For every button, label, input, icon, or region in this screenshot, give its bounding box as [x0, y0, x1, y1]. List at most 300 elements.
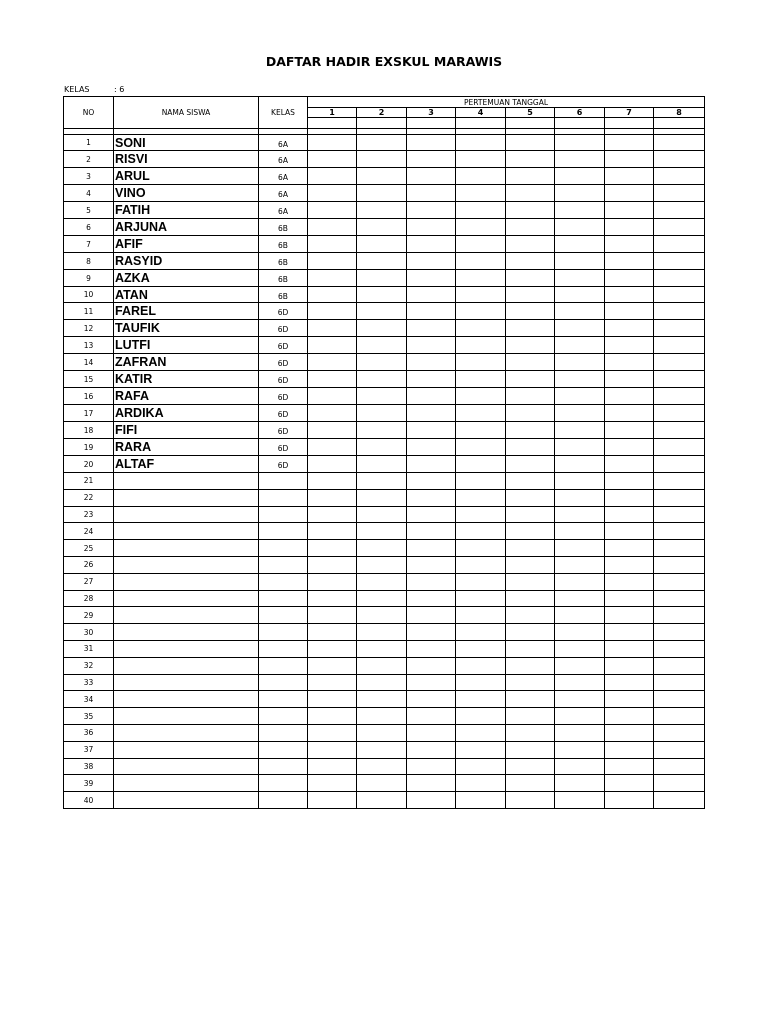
attendance-cell[interactable] [506, 473, 555, 490]
attendance-cell[interactable] [407, 741, 456, 758]
attendance-cell[interactable] [506, 674, 555, 691]
attendance-cell[interactable] [605, 506, 654, 523]
attendance-cell[interactable] [357, 624, 407, 641]
attendance-cell[interactable] [308, 708, 357, 725]
student-name[interactable] [114, 590, 259, 607]
attendance-cell[interactable] [308, 473, 357, 490]
attendance-cell[interactable] [654, 405, 705, 422]
attendance-cell[interactable] [357, 792, 407, 809]
attendance-cell[interactable] [357, 236, 407, 253]
attendance-cell[interactable] [456, 489, 506, 506]
attendance-cell[interactable] [605, 135, 654, 151]
attendance-cell[interactable] [407, 640, 456, 657]
attendance-cell[interactable] [555, 573, 605, 590]
attendance-cell[interactable] [357, 439, 407, 456]
attendance-cell[interactable] [456, 724, 506, 741]
attendance-cell[interactable] [506, 573, 555, 590]
attendance-cell[interactable] [456, 590, 506, 607]
attendance-cell[interactable] [605, 724, 654, 741]
attendance-cell[interactable] [357, 320, 407, 337]
attendance-cell[interactable] [456, 287, 506, 303]
attendance-cell[interactable] [407, 657, 456, 674]
session-date-cell[interactable] [654, 118, 705, 129]
attendance-cell[interactable] [555, 556, 605, 573]
student-name[interactable] [114, 506, 259, 523]
attendance-cell[interactable] [605, 523, 654, 540]
attendance-cell[interactable] [308, 456, 357, 473]
attendance-cell[interactable] [605, 691, 654, 708]
attendance-cell[interactable] [357, 405, 407, 422]
attendance-cell[interactable] [407, 540, 456, 557]
student-kelas[interactable] [259, 473, 308, 490]
attendance-cell[interactable] [308, 758, 357, 775]
attendance-cell[interactable] [308, 556, 357, 573]
student-name[interactable]: RAFA [114, 388, 259, 405]
student-kelas[interactable] [259, 489, 308, 506]
attendance-cell[interactable] [456, 405, 506, 422]
attendance-cell[interactable] [654, 640, 705, 657]
attendance-cell[interactable] [357, 775, 407, 792]
attendance-cell[interactable] [654, 556, 705, 573]
attendance-cell[interactable] [308, 657, 357, 674]
attendance-cell[interactable] [456, 456, 506, 473]
attendance-cell[interactable] [506, 624, 555, 641]
attendance-cell[interactable] [456, 303, 506, 320]
student-kelas[interactable]: 6D [259, 388, 308, 405]
attendance-cell[interactable] [357, 135, 407, 151]
attendance-cell[interactable] [308, 523, 357, 540]
student-name[interactable] [114, 607, 259, 624]
student-kelas[interactable]: 6D [259, 439, 308, 456]
attendance-cell[interactable] [555, 657, 605, 674]
attendance-cell[interactable] [555, 775, 605, 792]
attendance-cell[interactable] [506, 405, 555, 422]
attendance-cell[interactable] [357, 202, 407, 219]
attendance-cell[interactable] [456, 135, 506, 151]
student-name[interactable] [114, 792, 259, 809]
student-name[interactable]: ARUL [114, 168, 259, 185]
student-kelas[interactable]: 6D [259, 354, 308, 371]
attendance-cell[interactable] [654, 320, 705, 337]
attendance-cell[interactable] [357, 270, 407, 287]
attendance-cell[interactable] [456, 337, 506, 354]
attendance-cell[interactable] [605, 573, 654, 590]
student-kelas[interactable] [259, 741, 308, 758]
attendance-cell[interactable] [555, 303, 605, 320]
attendance-cell[interactable] [506, 439, 555, 456]
attendance-cell[interactable] [506, 388, 555, 405]
attendance-cell[interactable] [555, 640, 605, 657]
attendance-cell[interactable] [407, 287, 456, 303]
student-name[interactable]: TAUFIK [114, 320, 259, 337]
attendance-cell[interactable] [555, 219, 605, 236]
attendance-cell[interactable] [308, 624, 357, 641]
attendance-cell[interactable] [407, 556, 456, 573]
attendance-cell[interactable] [308, 202, 357, 219]
attendance-cell[interactable] [605, 253, 654, 270]
attendance-cell[interactable] [506, 556, 555, 573]
attendance-cell[interactable] [506, 253, 555, 270]
attendance-cell[interactable] [506, 489, 555, 506]
attendance-cell[interactable] [456, 354, 506, 371]
session-date-cell[interactable] [308, 118, 357, 129]
attendance-cell[interactable] [357, 556, 407, 573]
attendance-cell[interactable] [456, 151, 506, 168]
attendance-cell[interactable] [605, 674, 654, 691]
attendance-cell[interactable] [456, 792, 506, 809]
attendance-cell[interactable] [506, 506, 555, 523]
attendance-cell[interactable] [357, 168, 407, 185]
student-name[interactable] [114, 540, 259, 557]
attendance-cell[interactable] [456, 758, 506, 775]
student-name[interactable] [114, 758, 259, 775]
attendance-cell[interactable] [357, 456, 407, 473]
attendance-cell[interactable] [605, 337, 654, 354]
student-kelas[interactable] [259, 590, 308, 607]
attendance-cell[interactable] [555, 506, 605, 523]
session-date-cell[interactable] [506, 118, 555, 129]
attendance-cell[interactable] [456, 202, 506, 219]
student-kelas[interactable] [259, 540, 308, 557]
student-kelas[interactable]: 6B [259, 236, 308, 253]
attendance-cell[interactable] [605, 303, 654, 320]
attendance-cell[interactable] [555, 337, 605, 354]
attendance-cell[interactable] [456, 691, 506, 708]
student-name[interactable]: ZAFRAN [114, 354, 259, 371]
attendance-cell[interactable] [357, 523, 407, 540]
attendance-cell[interactable] [605, 607, 654, 624]
student-kelas[interactable] [259, 775, 308, 792]
attendance-cell[interactable] [407, 422, 456, 439]
attendance-cell[interactable] [506, 422, 555, 439]
attendance-cell[interactable] [506, 540, 555, 557]
attendance-cell[interactable] [308, 573, 357, 590]
attendance-cell[interactable] [357, 506, 407, 523]
attendance-cell[interactable] [506, 657, 555, 674]
attendance-cell[interactable] [308, 640, 357, 657]
student-name[interactable]: ARDIKA [114, 405, 259, 422]
attendance-cell[interactable] [555, 270, 605, 287]
attendance-cell[interactable] [407, 674, 456, 691]
attendance-cell[interactable] [357, 607, 407, 624]
attendance-cell[interactable] [654, 590, 705, 607]
student-name[interactable]: RASYID [114, 253, 259, 270]
attendance-cell[interactable] [605, 439, 654, 456]
attendance-cell[interactable] [605, 287, 654, 303]
attendance-cell[interactable] [407, 236, 456, 253]
attendance-cell[interactable] [654, 253, 705, 270]
attendance-cell[interactable] [555, 320, 605, 337]
attendance-cell[interactable] [506, 523, 555, 540]
student-name[interactable] [114, 741, 259, 758]
attendance-cell[interactable] [654, 657, 705, 674]
attendance-cell[interactable] [407, 624, 456, 641]
attendance-cell[interactable] [654, 624, 705, 641]
student-name[interactable] [114, 657, 259, 674]
student-kelas[interactable]: 6D [259, 422, 308, 439]
attendance-cell[interactable] [456, 320, 506, 337]
attendance-cell[interactable] [506, 270, 555, 287]
attendance-cell[interactable] [555, 168, 605, 185]
student-kelas[interactable] [259, 523, 308, 540]
attendance-cell[interactable] [654, 489, 705, 506]
session-date-cell[interactable] [456, 118, 506, 129]
attendance-cell[interactable] [407, 523, 456, 540]
attendance-cell[interactable] [506, 640, 555, 657]
student-name[interactable]: FATIH [114, 202, 259, 219]
student-kelas[interactable]: 6D [259, 456, 308, 473]
student-name[interactable]: ATAN [114, 287, 259, 303]
attendance-cell[interactable] [308, 422, 357, 439]
attendance-cell[interactable] [605, 456, 654, 473]
attendance-cell[interactable] [357, 573, 407, 590]
attendance-cell[interactable] [308, 506, 357, 523]
attendance-cell[interactable] [456, 371, 506, 388]
attendance-cell[interactable] [357, 473, 407, 490]
attendance-cell[interactable] [555, 758, 605, 775]
attendance-cell[interactable] [407, 456, 456, 473]
attendance-cell[interactable] [456, 775, 506, 792]
attendance-cell[interactable] [456, 236, 506, 253]
student-name[interactable] [114, 473, 259, 490]
attendance-cell[interactable] [605, 556, 654, 573]
attendance-cell[interactable] [605, 708, 654, 725]
student-name[interactable]: AFIF [114, 236, 259, 253]
session-date-cell[interactable] [357, 118, 407, 129]
attendance-cell[interactable] [506, 724, 555, 741]
attendance-cell[interactable] [605, 219, 654, 236]
attendance-cell[interactable] [605, 758, 654, 775]
attendance-cell[interactable] [407, 473, 456, 490]
attendance-cell[interactable] [407, 151, 456, 168]
attendance-cell[interactable] [654, 151, 705, 168]
student-name[interactable]: KATIR [114, 371, 259, 388]
student-name[interactable] [114, 775, 259, 792]
attendance-cell[interactable] [605, 185, 654, 202]
student-name[interactable]: VINO [114, 185, 259, 202]
attendance-cell[interactable] [605, 657, 654, 674]
attendance-cell[interactable] [456, 523, 506, 540]
attendance-cell[interactable] [308, 540, 357, 557]
student-kelas[interactable]: 6D [259, 371, 308, 388]
student-kelas[interactable]: 6A [259, 168, 308, 185]
attendance-cell[interactable] [407, 758, 456, 775]
attendance-cell[interactable] [555, 439, 605, 456]
attendance-cell[interactable] [357, 151, 407, 168]
attendance-cell[interactable] [308, 489, 357, 506]
attendance-cell[interactable] [555, 590, 605, 607]
attendance-cell[interactable] [308, 741, 357, 758]
attendance-cell[interactable] [555, 724, 605, 741]
student-kelas[interactable]: 6D [259, 337, 308, 354]
attendance-cell[interactable] [308, 775, 357, 792]
student-kelas[interactable]: 6B [259, 270, 308, 287]
attendance-cell[interactable] [555, 405, 605, 422]
attendance-cell[interactable] [357, 741, 407, 758]
attendance-cell[interactable] [308, 253, 357, 270]
attendance-cell[interactable] [456, 657, 506, 674]
attendance-cell[interactable] [605, 640, 654, 657]
attendance-cell[interactable] [456, 674, 506, 691]
student-kelas[interactable]: 6A [259, 202, 308, 219]
attendance-cell[interactable] [654, 758, 705, 775]
attendance-cell[interactable] [456, 540, 506, 557]
attendance-cell[interactable] [357, 724, 407, 741]
attendance-cell[interactable] [357, 674, 407, 691]
attendance-cell[interactable] [456, 624, 506, 641]
attendance-cell[interactable] [308, 320, 357, 337]
attendance-cell[interactable] [555, 135, 605, 151]
attendance-cell[interactable] [407, 792, 456, 809]
attendance-cell[interactable] [506, 320, 555, 337]
attendance-cell[interactable] [456, 422, 506, 439]
attendance-cell[interactable] [654, 337, 705, 354]
attendance-cell[interactable] [308, 185, 357, 202]
attendance-cell[interactable] [654, 270, 705, 287]
attendance-cell[interactable] [654, 219, 705, 236]
attendance-cell[interactable] [357, 354, 407, 371]
attendance-cell[interactable] [407, 219, 456, 236]
student-name[interactable]: FIFI [114, 422, 259, 439]
student-kelas[interactable]: 6D [259, 405, 308, 422]
attendance-cell[interactable] [605, 422, 654, 439]
student-kelas[interactable]: 6B [259, 253, 308, 270]
attendance-cell[interactable] [357, 422, 407, 439]
attendance-cell[interactable] [555, 607, 605, 624]
attendance-cell[interactable] [456, 741, 506, 758]
attendance-cell[interactable] [654, 422, 705, 439]
attendance-cell[interactable] [456, 506, 506, 523]
attendance-cell[interactable] [456, 185, 506, 202]
attendance-cell[interactable] [407, 388, 456, 405]
attendance-cell[interactable] [654, 388, 705, 405]
student-name[interactable] [114, 724, 259, 741]
attendance-cell[interactable] [555, 202, 605, 219]
attendance-cell[interactable] [654, 303, 705, 320]
attendance-cell[interactable] [407, 607, 456, 624]
attendance-cell[interactable] [654, 439, 705, 456]
attendance-cell[interactable] [308, 151, 357, 168]
attendance-cell[interactable] [506, 185, 555, 202]
attendance-cell[interactable] [308, 371, 357, 388]
student-kelas[interactable] [259, 708, 308, 725]
student-kelas[interactable] [259, 758, 308, 775]
attendance-cell[interactable] [357, 540, 407, 557]
attendance-cell[interactable] [555, 236, 605, 253]
attendance-cell[interactable] [407, 775, 456, 792]
attendance-cell[interactable] [654, 473, 705, 490]
attendance-cell[interactable] [407, 439, 456, 456]
attendance-cell[interactable] [407, 691, 456, 708]
attendance-cell[interactable] [506, 371, 555, 388]
attendance-cell[interactable] [654, 573, 705, 590]
attendance-cell[interactable] [407, 405, 456, 422]
student-kelas[interactable]: 6A [259, 185, 308, 202]
attendance-cell[interactable] [456, 640, 506, 657]
attendance-cell[interactable] [407, 489, 456, 506]
attendance-cell[interactable] [555, 624, 605, 641]
attendance-cell[interactable] [555, 371, 605, 388]
attendance-cell[interactable] [654, 202, 705, 219]
student-kelas[interactable]: 6B [259, 287, 308, 303]
attendance-cell[interactable] [555, 489, 605, 506]
student-kelas[interactable] [259, 556, 308, 573]
attendance-cell[interactable] [506, 354, 555, 371]
attendance-cell[interactable] [456, 556, 506, 573]
attendance-cell[interactable] [407, 506, 456, 523]
attendance-cell[interactable] [308, 135, 357, 151]
attendance-cell[interactable] [407, 168, 456, 185]
student-name[interactable] [114, 708, 259, 725]
attendance-cell[interactable] [605, 405, 654, 422]
attendance-cell[interactable] [407, 724, 456, 741]
attendance-cell[interactable] [506, 168, 555, 185]
attendance-cell[interactable] [605, 354, 654, 371]
attendance-cell[interactable] [654, 792, 705, 809]
attendance-cell[interactable] [456, 607, 506, 624]
attendance-cell[interactable] [555, 354, 605, 371]
attendance-cell[interactable] [308, 405, 357, 422]
student-kelas[interactable]: 6A [259, 135, 308, 151]
attendance-cell[interactable] [308, 219, 357, 236]
attendance-cell[interactable] [357, 590, 407, 607]
attendance-cell[interactable] [506, 303, 555, 320]
attendance-cell[interactable] [555, 540, 605, 557]
attendance-cell[interactable] [506, 151, 555, 168]
attendance-cell[interactable] [605, 741, 654, 758]
attendance-cell[interactable] [506, 792, 555, 809]
attendance-cell[interactable] [357, 640, 407, 657]
attendance-cell[interactable] [654, 506, 705, 523]
attendance-cell[interactable] [555, 185, 605, 202]
attendance-cell[interactable] [407, 371, 456, 388]
attendance-cell[interactable] [654, 185, 705, 202]
attendance-cell[interactable] [308, 270, 357, 287]
student-name[interactable] [114, 674, 259, 691]
attendance-cell[interactable] [654, 354, 705, 371]
student-kelas[interactable] [259, 640, 308, 657]
student-name[interactable] [114, 691, 259, 708]
attendance-cell[interactable] [308, 674, 357, 691]
attendance-cell[interactable] [654, 236, 705, 253]
attendance-cell[interactable] [308, 607, 357, 624]
attendance-cell[interactable] [308, 236, 357, 253]
attendance-cell[interactable] [654, 540, 705, 557]
attendance-cell[interactable] [357, 489, 407, 506]
attendance-cell[interactable] [308, 168, 357, 185]
attendance-cell[interactable] [506, 337, 555, 354]
attendance-cell[interactable] [357, 185, 407, 202]
attendance-cell[interactable] [407, 590, 456, 607]
attendance-cell[interactable] [407, 708, 456, 725]
student-kelas[interactable]: 6D [259, 303, 308, 320]
attendance-cell[interactable] [654, 135, 705, 151]
attendance-cell[interactable] [605, 624, 654, 641]
attendance-cell[interactable] [605, 320, 654, 337]
attendance-cell[interactable] [555, 691, 605, 708]
attendance-cell[interactable] [555, 792, 605, 809]
student-kelas[interactable]: 6B [259, 219, 308, 236]
attendance-cell[interactable] [605, 540, 654, 557]
attendance-cell[interactable] [506, 741, 555, 758]
student-name[interactable]: ARJUNA [114, 219, 259, 236]
attendance-cell[interactable] [654, 168, 705, 185]
attendance-cell[interactable] [407, 270, 456, 287]
attendance-cell[interactable] [506, 758, 555, 775]
attendance-cell[interactable] [456, 270, 506, 287]
attendance-cell[interactable] [605, 388, 654, 405]
attendance-cell[interactable] [605, 775, 654, 792]
